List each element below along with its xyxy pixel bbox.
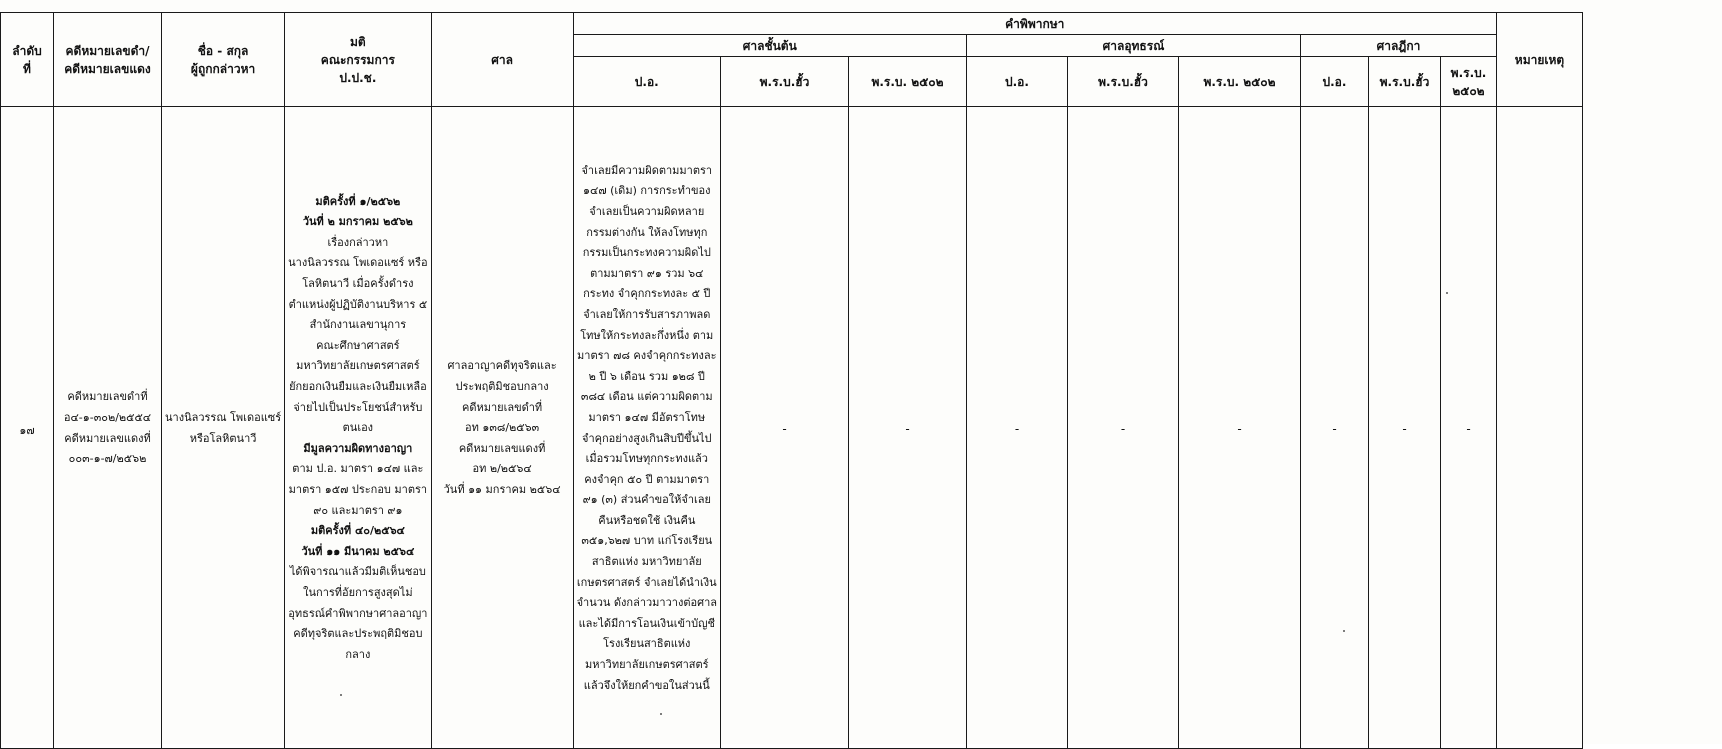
text-line: กรรมเป็นกระทงความผิดไป <box>582 246 711 260</box>
text-line: ๐๐๓-๑-๗/๒๕๖๒ <box>68 452 147 466</box>
text-line: นางนิลวรรณ โพเดอแซร์ <box>165 410 282 424</box>
table-row <box>1 107 1583 749</box>
text-line: คณะศึกษาศาสตร์ <box>316 338 400 352</box>
text-line: ยักยอกเงินยืมและเงินยืมเหลือ <box>289 380 427 394</box>
text-line: อ๔-๑-๓๐๒/๒๕๕๔ <box>63 410 152 424</box>
header-remarks: หมายเหตุ <box>1496 13 1582 107</box>
scan-speck <box>1446 292 1448 294</box>
text-line: ตนเอง <box>342 421 374 435</box>
cell-case-no <box>54 107 162 749</box>
header-seq: ลำดับ ที่ <box>1 13 54 107</box>
text-line: จำเลยให้การรับสารภาพลด <box>583 307 711 321</box>
text-line: จำเลยมีความผิดตามมาตรา <box>581 163 713 177</box>
text-line: แล้วจึงให้ยกคำขอในส่วนนี้ <box>583 678 710 692</box>
header-resolution: มติ คณะกรรมการ ป.ป.ช. <box>285 13 431 107</box>
text-line: คดีหมายเลขดำที่ <box>461 400 543 414</box>
text-line: คดีทุจริตและประพฤติมิชอบ <box>293 627 423 641</box>
text-line: หรือโลหิตนาวี <box>189 431 257 445</box>
text-line: อท ๑๓๘/๒๕๖๓ <box>465 421 540 435</box>
header-supreme-bribery-act: พ.ร.บ.ฮั้ว <box>1368 57 1440 107</box>
case-table <box>0 12 1583 749</box>
text-line: มาตรา ๗๘ คงจำคุกกระทงละ <box>577 349 717 363</box>
text-line: ๙๐ และมาตรา ๙๑ <box>313 503 403 517</box>
text-line: มาตรา ๑๔๗ มีอัตราโทษ <box>588 410 706 424</box>
text-line: ตาม ป.อ. มาตรา ๑๔๗ และ <box>292 462 424 476</box>
text-line: มหาวิทยาลัยเกษตรศาสตร์ <box>296 359 420 373</box>
cell-appeal-act-2502: - <box>1178 107 1300 749</box>
text-line: คดีหมายเลขดำที่ <box>67 390 148 404</box>
header-first-criminal-code: ป.อ. <box>573 57 720 107</box>
text-line: สาธิตแห่ง มหาวิทยาลัย <box>591 555 702 569</box>
scan-speck <box>660 713 662 715</box>
header-case-no: คดีหมายเลขดำ/ คดีหมายเลขแดง <box>54 13 162 107</box>
header-appeal-criminal-code: ป.อ. <box>966 57 1067 107</box>
header-supreme-court: ศาลฎีกา <box>1300 35 1496 57</box>
header-accused-name: ชื่อ - สกุล ผู้ถูกกล่าวหา <box>162 13 285 107</box>
text-line: โทษให้กระทงละกึ่งหนึ่ง ตาม <box>580 328 714 342</box>
text-line: ศาลอาญาคดีทุจริตและ <box>447 359 557 373</box>
cell-supreme-act-2502: - <box>1440 107 1496 749</box>
cell-appeal-bribery-act: - <box>1067 107 1178 749</box>
text-line: จำนวน ดังกล่าวมาวางต่อศาล <box>576 596 717 610</box>
text-line: กระทง จำคุกกระทงละ ๕ ปี <box>583 287 711 301</box>
cell-supreme-bribery-act: - <box>1368 107 1440 749</box>
header-appeal-bribery-act: พ.ร.บ.ฮั้ว <box>1067 57 1178 107</box>
text-line: กรรมต่างกัน ให้ลงโทษทุก <box>586 225 708 239</box>
text-line: มาตรา ๑๕๗ ประกอบ มาตรา <box>288 482 428 496</box>
text-line: ตามมาตรา ๙๑ รวม ๖๔ <box>590 266 704 280</box>
cell-first-act-2502: - <box>848 107 966 749</box>
cell-first-bribery-act: - <box>720 107 848 749</box>
text-line: จ่ายไปเป็นประโยชน์สำหรับ <box>293 400 423 414</box>
text-line: จำเลยเป็นความผิดหลาย <box>589 204 705 218</box>
text-line: ๓๘๔ เดือน แต่ความผิดตาม <box>580 390 713 404</box>
text-line: วันที่ ๒ มกราคม ๒๕๖๒ <box>302 215 413 229</box>
cell-appeal-criminal-code: - <box>966 107 1067 749</box>
text-line: เรื่องกล่าวหา <box>327 235 389 249</box>
header-judgment: คำพิพากษา <box>573 13 1496 35</box>
text-line: ๒ ปี ๖ เดือน รวม ๑๒๘ ปี <box>588 369 705 383</box>
text-line: อุทธรณ์คำพิพากษาศาลอาญา <box>288 606 428 620</box>
text-line: มีมูลความผิดทางอาญา <box>303 441 413 455</box>
text-line: มติครั้งที่ ๑/๒๕๖๒ <box>315 194 401 208</box>
cell-resolution <box>285 107 431 749</box>
text-line: มหาวิทยาลัยเกษตรศาสตร์ <box>585 658 709 672</box>
header-supreme-criminal-code: ป.อ. <box>1300 57 1368 107</box>
text-line: เกษตรศาสตร์ จำเลยได้นำเงิน <box>576 575 717 589</box>
text-line: เมื่อรวมโทษทุกกระทงแล้ว <box>585 452 708 466</box>
cell-supreme-criminal-code: - <box>1300 107 1368 749</box>
text-line: โรงเรียนสาธิตแห่ง <box>603 637 691 651</box>
header-first-instance-court: ศาลชั้นต้น <box>573 35 966 57</box>
text-line: ๑๔๗ (เดิม) การกระทำของ <box>583 184 711 198</box>
header-first-act-2502: พ.ร.บ. ๒๕๐๒ <box>848 57 966 107</box>
cell-first-criminal-code <box>573 107 720 749</box>
text-line: ในการที่อัยการสูงสุดไม่ <box>303 585 413 599</box>
text-line: วันที่ ๑๑ มกราคม ๒๕๖๔ <box>443 482 561 496</box>
header-row-1 <box>1 13 1583 35</box>
text-line: กลาง <box>345 647 371 661</box>
text-line: คดีหมายเลขแดงที่ <box>458 441 546 455</box>
text-line: ประพฤติมิชอบกลาง <box>455 380 549 394</box>
cell-court <box>431 107 573 749</box>
text-line: ๓๕๑,๖๒๗ บาท แก่โรงเรียน <box>581 534 713 548</box>
scan-speck <box>340 694 342 696</box>
text-line: คงจำคุก ๕๐ ปี ตามมาตรา <box>584 472 710 486</box>
header-supreme-act-2502: พ.ร.บ. ๒๕๐๒ <box>1440 57 1496 107</box>
cell-accused-name <box>162 107 285 749</box>
header-appeal-act-2502: พ.ร.บ. ๒๕๐๒ <box>1178 57 1300 107</box>
text-line: โลหิตนาวี เมื่อครั้งดำรง <box>302 277 414 291</box>
header-first-bribery-act: พ.ร.บ.ฮั้ว <box>720 57 848 107</box>
text-line: และได้มีการโอนเงินเข้าบัญชี <box>578 616 715 630</box>
text-line: ตำแหน่งผู้ปฏิบัติงานบริหาร ๕ <box>288 297 428 311</box>
header-appeal-court: ศาลอุทธรณ์ <box>966 35 1300 57</box>
scan-speck <box>1343 630 1345 632</box>
text-line: มติครั้งที่ ๔๐/๒๕๖๔ <box>310 524 405 538</box>
text-line: คดีหมายเลขแดงที่ <box>64 431 151 445</box>
text-line: วันที่ ๑๑ มีนาคม ๒๕๖๔ <box>301 544 415 558</box>
text-line: ๙๑ (๓) ส่วนคำขอให้จำเลย <box>582 493 711 507</box>
header-court: ศาล <box>431 13 573 107</box>
text-line: ได้พิจารณาแล้วมีมติเห็นชอบ <box>289 565 426 579</box>
text-line: นางนิลวรรณ โพเดอแซร์ หรือ <box>288 256 428 270</box>
text-line: อท ๒/๒๕๖๔ <box>472 462 532 476</box>
cell-remarks <box>1496 107 1582 749</box>
text-line: จำคุกอย่างสูงเกินสิบปีขึ้นไป <box>582 431 712 445</box>
text-line: คืนหรือชดใช้ เงินคืน <box>598 513 696 527</box>
cell-seq: ๑๗ <box>1 107 54 749</box>
text-line: สำนักงานเลขานุการ <box>309 318 407 332</box>
